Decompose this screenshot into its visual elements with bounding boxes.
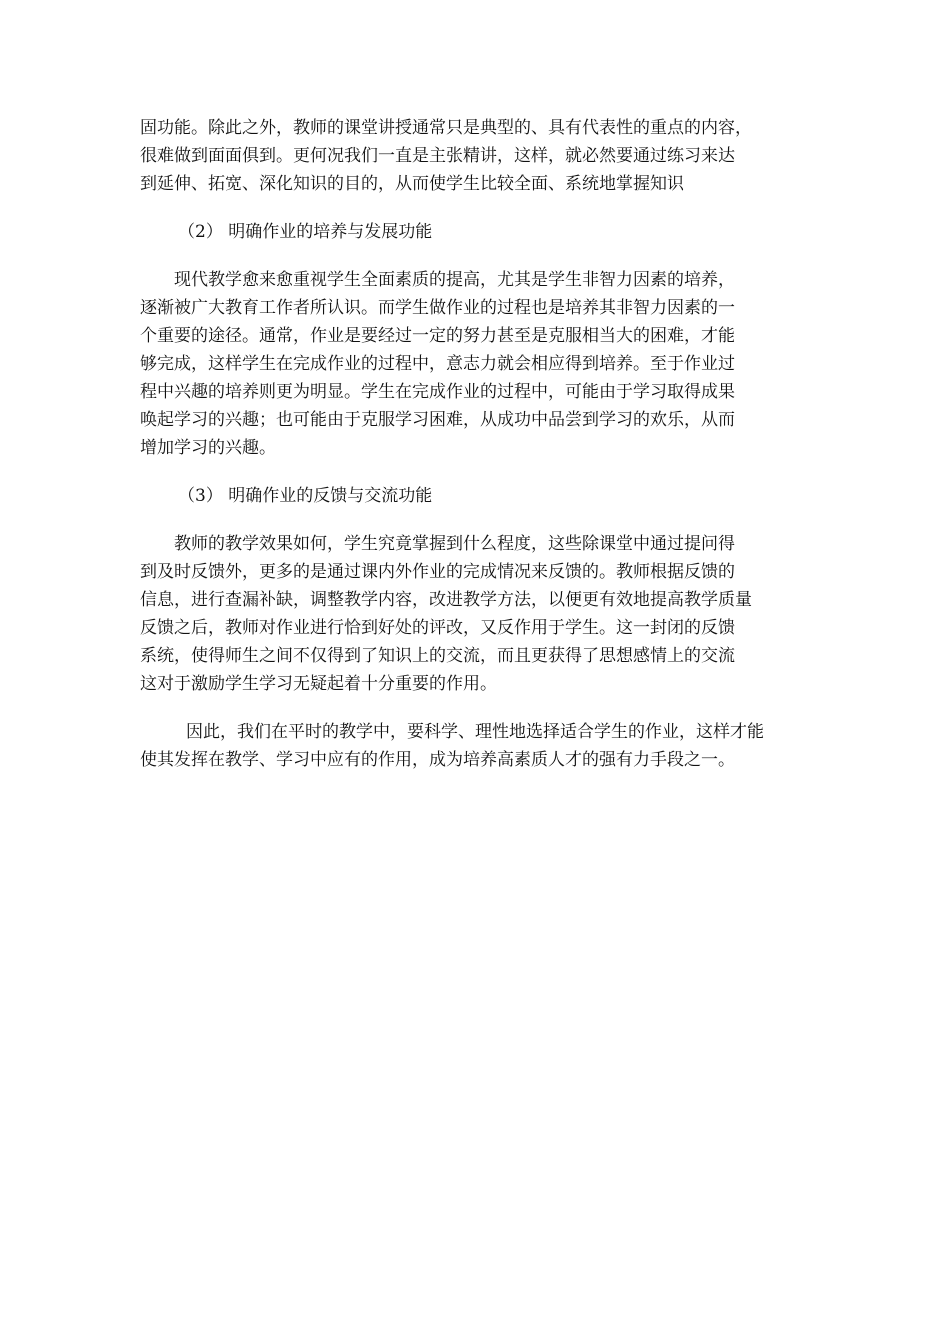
spacer xyxy=(140,510,810,530)
section-heading-feedback: （3） 明确作业的反馈与交流功能 xyxy=(178,486,433,506)
text-line: 到及时反馈外，更多的是通过课内外作业的完成情况来反馈的。教师根据反馈的 xyxy=(140,562,735,582)
paragraph-conclusion xyxy=(140,718,810,774)
text-line: 很难做到面面俱到。更何况我们一直是主张精讲，这样，就必然要通过练习来达 xyxy=(140,146,735,166)
text-line: 因此，我们在平时的教学中，要科学、理性地选择适合学生的作业，这样才能 xyxy=(186,722,764,742)
section-heading-cultivation: （2） 明确作业的培养与发展功能 xyxy=(178,222,433,242)
text-line: 够完成，这样学生在完成作业的过程中，意志力就会相应得到培养。至于作业过 xyxy=(140,354,735,374)
text-line: 逐渐被广大教育工作者所认识。而学生做作业的过程也是培养其非智力因素的一 xyxy=(140,298,735,318)
text-line: 到延伸、拓宽、深化知识的目的，从而使学生比较全面、系统地掌握知识 xyxy=(140,174,684,194)
text-line: 程中兴趣的培养则更为明显。学生在完成作业的过程中，可能由于学习取得成果 xyxy=(140,382,735,402)
text-line: 现代教学愈来愈重视学生全面素质的提高，尤其是学生非智力因素的培养， xyxy=(174,270,735,290)
text-line: 信息，进行查漏补缺，调整教学内容，改进教学方法，以便更有效地提高教学质量 xyxy=(140,590,752,610)
spacer xyxy=(140,198,810,218)
spacer xyxy=(140,698,810,718)
paragraph-feedback xyxy=(140,530,810,698)
text-line: 教师的教学效果如何，学生究竟掌握到什么程度，这些除课堂中通过提问得 xyxy=(174,534,735,554)
text-line: 增加学习的兴趣。 xyxy=(140,438,276,458)
paragraph-cultivation xyxy=(140,266,810,462)
document-body xyxy=(140,114,810,774)
spacer xyxy=(140,462,810,482)
paragraph-function-consolidation xyxy=(140,114,810,198)
spacer xyxy=(140,246,810,266)
text-line: 唤起学习的兴趣；也可能由于克服学习困难，从成功中品尝到学习的欢乐，从而 xyxy=(140,410,735,430)
text-line: 固功能。除此之外，教师的课堂讲授通常只是典型的、具有代表性的重点的内容， xyxy=(140,118,752,138)
text-line: 这对于激励学生学习无疑起着十分重要的作用。 xyxy=(140,674,497,694)
text-line: 系统，使得师生之间不仅得到了知识上的交流，而且更获得了思想感情上的交流 xyxy=(140,646,735,666)
text-line: 反馈之后，教师对作业进行恰到好处的评改，又反作用于学生。这一封闭的反馈 xyxy=(140,618,735,638)
text-line: 使其发挥在教学、学习中应有的作用，成为培养高素质人才的强有力手段之一。 xyxy=(140,750,735,770)
text-line: 个重要的途径。通常，作业是要经过一定的努力甚至是克服相当大的困难，才能 xyxy=(140,326,735,346)
